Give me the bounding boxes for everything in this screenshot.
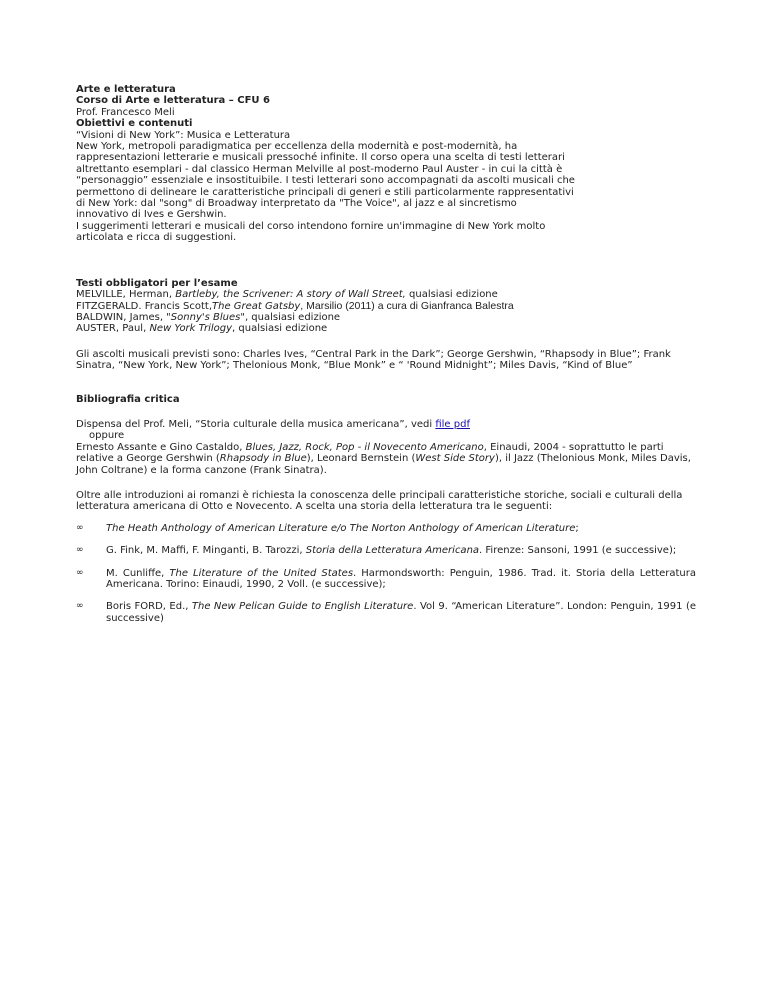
list-item: ∞ M. Cunliffe, The Literature of the United States. Harmondsworth: Penguin, 1986. Trad. it. Storia della Letteratura Americana. Torino: Einaudi, 1990, 2 Voll. (e successive); xyxy=(76,567,697,590)
intro-line: di New York: dal "song" di Broadway interpretato da "The Voice", al jazz e al sincretismo xyxy=(76,198,517,210)
intro-line: I suggerimenti letterari e musicali del corso intendono fornire un'immagine di New York molto xyxy=(76,220,546,232)
bullet-icon: ∞ xyxy=(76,601,84,612)
dispensa-line: Dispensa del Prof. Meli, “Storia culturale della musica americana”, vedi file pdf xyxy=(76,418,470,430)
objectives-heading: Obiettivi e contenuti xyxy=(76,118,193,130)
text-item-auster: AUSTER, Paul, New York Trilogy, qualsiasi edizione xyxy=(76,323,328,335)
list-item: ∞ Boris FORD, Ed., The New Pelican Guide to English Literature. Vol 9. “American Literature”. London: Penguin, 1991 (e successive) xyxy=(76,601,696,624)
required-texts-heading: Testi obbligatori per l’esame xyxy=(76,277,238,289)
intro-line: “Visioni di New York”: Musica e Letteratura xyxy=(76,129,291,141)
bullet-icon: ∞ xyxy=(76,522,84,533)
bibliography-heading: Bibliografia critica xyxy=(76,393,180,405)
intro-line: New York, metropoli paradigmatica per eccellenza della modernità e post-modernità, ha xyxy=(76,141,518,153)
intro-line: “personaggio” essenziale e insostituibile. I testi letterari sono accompagnati da ascolti musicali che xyxy=(76,175,575,187)
bibliography-section xyxy=(76,394,708,476)
intro-line: altrettanto esemplari - dal classico Herman Melville al post-moderno Paul Auster - in cui la città è xyxy=(76,163,563,175)
course-subtitle: Corso di Arte e letteratura – CFU 6 xyxy=(76,95,270,107)
bullet-icon: ∞ xyxy=(76,567,84,578)
listening-paragraph: Gli ascolti musicali previsti sono: Charles Ives, “Central Park in the Dark”; George Gershwin, “Rhapsody in Blue”; Frank Sinatra, “New York, New York”; Thelonious Monk, “Blue Monk” e “ 'Round Midnight”; Miles Davis, “Kind of Blue” xyxy=(76,348,671,372)
text-item-baldwin: BALDWIN, James, "Sonny's Blues", qualsiasi edizione xyxy=(76,311,341,323)
text-item-fitzgerald: FITZGERALD. Francis Scott,The Great Gatsby, Marsilio (2011) a cura di Gianfranca Balestra xyxy=(76,299,514,312)
literature-history-list xyxy=(76,523,696,624)
text-item-melville: MELVILLE, Herman, Bartleby, the Scrivener: A story of Wall Street, qualsiasi edizione xyxy=(76,289,498,301)
intro-line: rappresentazioni letterarie e musicali pressoché infinite. Il corso opera una scelta di testi letterari xyxy=(76,152,565,164)
closing-paragraph: Oltre alle introduzioni ai romanzi è richiesta la conoscenza delle principali caratteristiche storiche, sociali e culturali della letteratura americana di Otto e Novecento. A scelta una storia della letteratura tra le seguenti: xyxy=(76,489,683,513)
file-pdf-link[interactable]: file pdf xyxy=(435,418,470,430)
required-texts-section xyxy=(76,278,708,335)
list-item: ∞ The Heath Anthology of American Literature e/o The Norton Anthology of American Literature; xyxy=(76,522,579,534)
oppure-text: oppure xyxy=(89,430,125,442)
assante-castaldo-paragraph: Ernesto Assante e Gino Castaldo, Blues, Jazz, Rock, Pop - il Novecento Americano, Einaudi, 2004 - soprattutto le parti relative a George Gershwin (Rhapsody in Blue), Leonard Bernstein (West Side Story), il Jazz (Thelonious Monk, Miles Davis, John Coltrane) e la forma canzone (Frank Sinatra). xyxy=(76,441,691,476)
intro-line: innovativo di Ives e Gershwin. xyxy=(76,209,227,221)
intro-line: permettono di delineare le caratteristiche principali di generi e stili particolarmente rappresentativi xyxy=(76,186,574,198)
bullet-icon: ∞ xyxy=(76,545,84,556)
professor-name: Prof. Francesco Meli xyxy=(76,106,175,118)
course-title: Arte e letteratura xyxy=(76,84,176,95)
list-item: ∞ G. Fink, M. Maffi, F. Minganti, B. Tarozzi, Storia della Letteratura Americana. Firenze: Sansoni, 1991 (e successive); xyxy=(76,545,677,557)
intro-line: articolata e ricca di suggestioni. xyxy=(76,232,237,244)
intro-section xyxy=(76,84,636,244)
